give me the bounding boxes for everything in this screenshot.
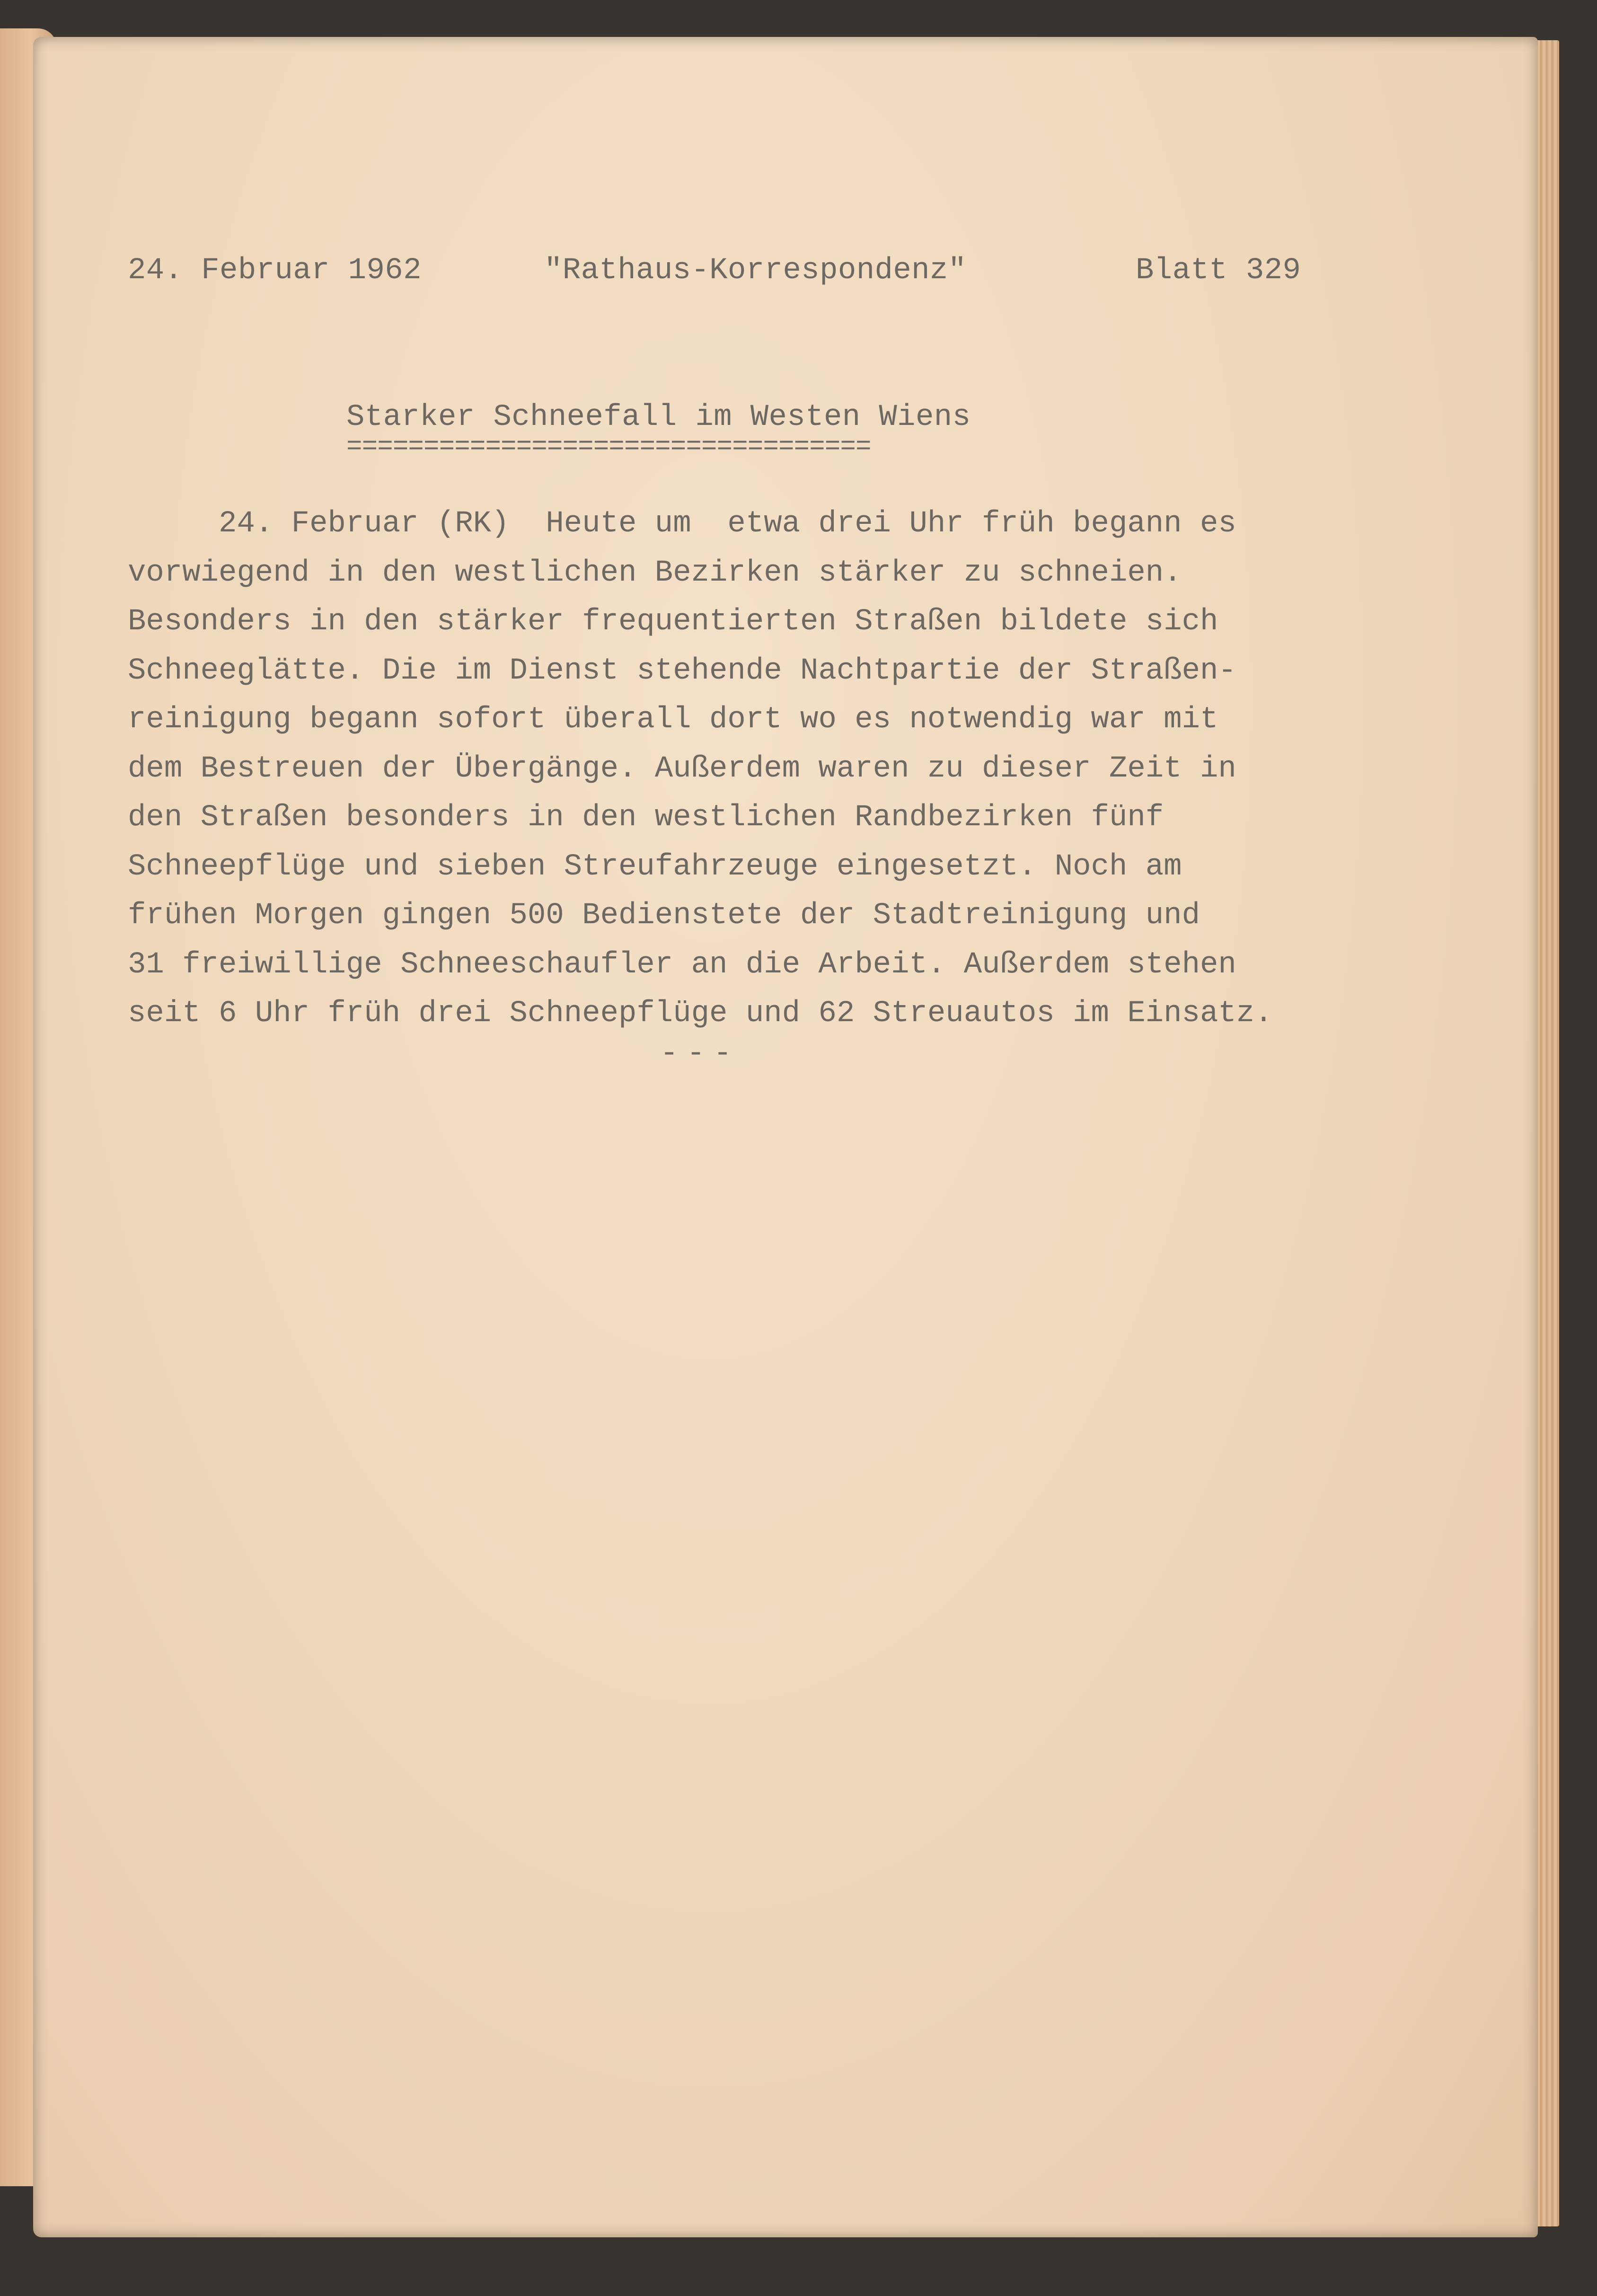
article-body	[128, 500, 1491, 1039]
body-line: dem Bestreuen der Übergänge. Außerdem waren zu dieser Zeit in	[128, 751, 1236, 786]
body-line: Besonders in den stärker frequentierten Straßen bildete sich	[128, 605, 1218, 639]
body-line: frühen Morgen gingen 500 Bedienstete der Stadtreinigung und	[128, 899, 1200, 933]
title-underline: ==================================	[346, 432, 871, 462]
body-line: reinigung begann sofort überall dort wo es notwendig war mit	[128, 703, 1218, 737]
end-of-article-mark: ---	[660, 1037, 741, 1071]
document-page	[33, 37, 1538, 2237]
body-line: vorwiegend in den westlichen Bezirken stärker zu schneien.	[128, 556, 1182, 590]
article-title: Starker Schneefall im Westen Wiens	[346, 400, 971, 434]
body-line: Schneeglätte. Die im Dienst stehende Nachtpartie der Straßen-	[128, 653, 1236, 688]
header-sheet-number: Blatt 329	[1136, 254, 1301, 288]
header-date: 24. Februar 1962	[128, 254, 422, 288]
body-line: Schneepflüge und sieben Streufahrzeuge eingesetzt. Noch am	[128, 849, 1182, 884]
body-line: 31 freiwillige Schneeschaufler an die Arbeit. Außerdem stehen	[128, 947, 1236, 982]
body-line: seit 6 Uhr früh drei Schneepflüge und 62 Streuautos im Einsatz.	[128, 997, 1273, 1031]
body-line: 24. Februar (RK) Heute um etwa drei Uhr früh begann es	[128, 507, 1236, 541]
header-publication: "Rathaus-Korrespondenz"	[544, 254, 967, 288]
body-line: den Straßen besonders in den westlichen Randbezirken fünf	[128, 801, 1164, 835]
